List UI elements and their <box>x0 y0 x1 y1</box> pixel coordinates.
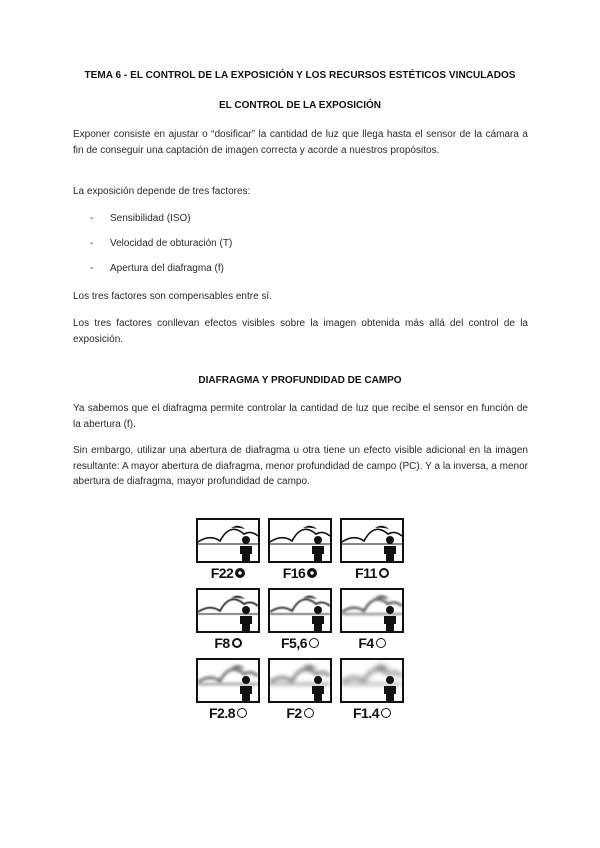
aperture-ring-icon <box>237 708 247 718</box>
aperture-label: F5,6 <box>262 635 338 651</box>
aperture-cell <box>190 655 262 721</box>
aperture-label: F16 <box>262 565 338 581</box>
scene-thumbnail <box>340 658 404 703</box>
document-title: TEMA 6 - EL CONTROL DE LA EXPOSICIÓN Y LOS RECURSOS ESTÉTICOS VINCULADOS <box>84 70 516 81</box>
aperture-label: F22 <box>190 565 266 581</box>
scene-thumbnail <box>268 588 332 633</box>
list-item: - Apertura del diafragma (f) <box>90 263 224 274</box>
scene-thumbnail <box>268 518 332 563</box>
factors-intro: La exposición depende de tres factores: <box>73 186 251 197</box>
effects-paragraph: Los tres factores conllevan efectos visibles sobre la imagen obtenida más allá del control de la exposición. <box>73 318 528 345</box>
scene-thumbnail <box>340 518 404 563</box>
scene-thumbnail <box>196 588 260 633</box>
person-icon <box>240 536 252 561</box>
person-icon <box>240 676 252 701</box>
aperture-label: F2 <box>262 705 338 721</box>
person-icon <box>384 606 396 631</box>
aperture-ring-icon <box>304 708 314 718</box>
diaphragm-paragraph: Ya sabemos que el diafragma permite controlar la cantidad de luz que recibe el sensor en función de la abertura (f). <box>73 403 528 430</box>
aperture-cell <box>190 515 262 581</box>
intro-paragraph: Exponer consiste en ajustar o “dosificar” la cantidad de luz que llega hasta el sensor de la cámara a fin de conseguir una captación de imagen correcta y acorde a nuestros propósitos. <box>73 129 528 156</box>
aperture-cell <box>334 585 406 651</box>
person-icon <box>312 536 324 561</box>
scene-thumbnail <box>196 518 260 563</box>
aperture-cell <box>262 585 334 651</box>
aperture-cell <box>190 585 262 651</box>
aperture-ring-icon <box>381 708 391 718</box>
aperture-depth-of-field-figure <box>190 515 410 725</box>
section-heading: DIAFRAGMA Y PROFUNDIDAD DE CAMPO <box>198 375 402 386</box>
list-item: - Velocidad de obturación (T) <box>90 238 233 249</box>
aperture-ring-icon <box>307 568 317 578</box>
aperture-label: F2.8 <box>190 705 266 721</box>
scene-thumbnail <box>340 588 404 633</box>
aperture-label: F8 <box>190 635 266 651</box>
aperture-cell <box>334 655 406 721</box>
depth-of-field-paragraph: Sin embargo, utilizar una abertura de diafragma u otra tiene un efecto visible adicional en la imagen resultante: A mayor abertura de diafragma, menor profundidad de campo (PC). Y a la inversa, a menor abertura de diafragma, mayor profundidad de campo. <box>73 445 528 487</box>
scene-thumbnail <box>268 658 332 703</box>
aperture-ring-icon <box>232 638 242 648</box>
aperture-label: F11 <box>334 565 410 581</box>
aperture-ring-icon <box>309 638 319 648</box>
list-item: - Sensibilidad (ISO) <box>90 213 191 224</box>
aperture-label: F1.4 <box>334 705 410 721</box>
person-icon <box>384 536 396 561</box>
aperture-cell <box>334 515 406 581</box>
person-icon <box>240 606 252 631</box>
section-title: EL CONTROL DE LA EXPOSICIÓN <box>218 100 382 111</box>
scene-thumbnail <box>196 658 260 703</box>
aperture-cell <box>262 515 334 581</box>
person-icon <box>384 676 396 701</box>
aperture-cell <box>262 655 334 721</box>
aperture-ring-icon <box>376 638 386 648</box>
person-icon <box>312 676 324 701</box>
aperture-ring-icon <box>235 568 245 578</box>
aperture-label: F4 <box>334 635 410 651</box>
person-icon <box>312 606 324 631</box>
aperture-ring-icon <box>379 568 389 578</box>
compensable-paragraph: Los tres factores son compensables entre sí. <box>73 291 272 302</box>
